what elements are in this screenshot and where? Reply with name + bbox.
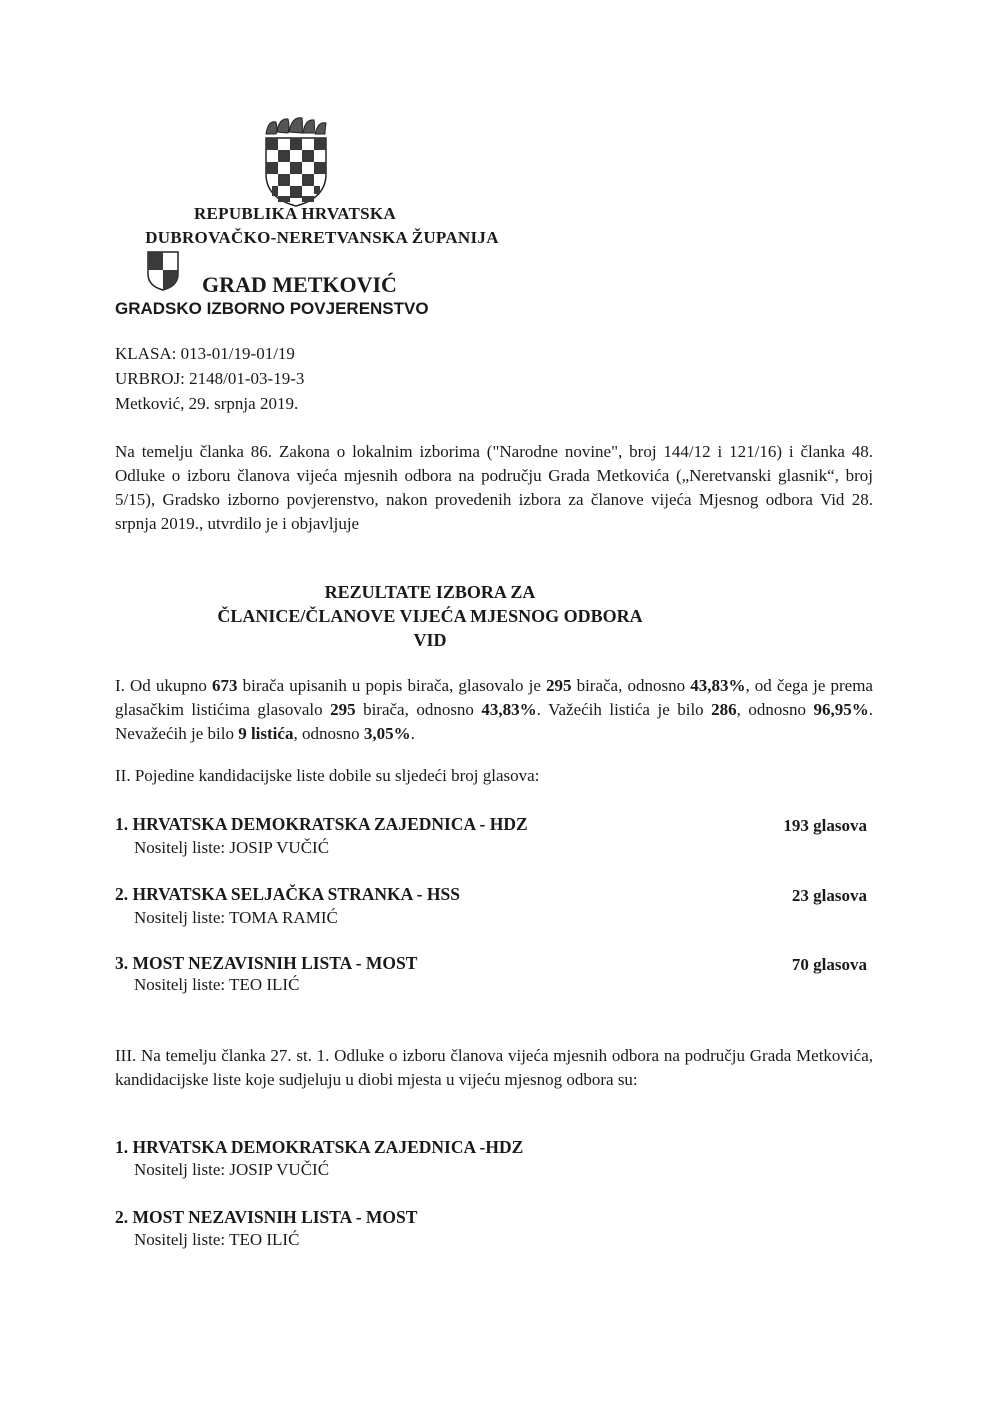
list-holder: Nositelj liste: JOSIP VUČIĆ [134, 838, 330, 857]
list-votes: 193 glasova [783, 816, 867, 835]
invalid-percent: 3,05% [363, 724, 411, 743]
section-3-intro: III. Na temelju članka 27. st. 1. Odluke o izboru članova vijeća mjesnih odbora na području Grada Metkovića, kandidacijske liste koje sudjeluju u diobi mjesta u vijeću mjesnog odbora su: [115, 1046, 873, 1089]
list-holder: Nositelj liste: TEO ILIĆ [134, 975, 300, 994]
committee-name: GRADSKO IZBORNO POVJERENSTVO [115, 299, 429, 318]
list-item: 1. HRVATSKA DEMOKRATSKA ZAJEDNICA - HDZ [115, 814, 528, 834]
invalid-count: 9 listića [238, 724, 294, 743]
title-line-1: REZULTATE IZBORA ZA [324, 582, 536, 602]
metkovic-coat-of-arms-icon [146, 250, 180, 292]
voted-count: 295 [545, 676, 572, 695]
registered-voters: 673 [212, 676, 238, 695]
place-date: Metković, 29. srpnja 2019. [115, 394, 299, 413]
list-item: 1. HRVATSKA DEMOKRATSKA ZAJEDNICA -HDZ [115, 1137, 524, 1157]
ballot-turnout-percent: 43,83% [481, 700, 537, 719]
list-votes: 23 glasova [791, 886, 867, 905]
ballot-voted-count: 295 [330, 700, 356, 719]
intro-paragraph: Na temelju članka 86. Zakona o lokalnim izborima ("Narodne novine", broj 144/12 i 121/16) i članka 48. Odluke o izboru članova vijeća mjesnih odbora na području Grada Metkovića („Neretvanski glasnik“, broj 5/15), Gradsko izborno povjerenstvo, nakon provedenih izbora za članove vijeća Mjesnog odbora Vid 28. srpnja 2019., utvrdilo je i objavljuje [115, 442, 873, 533]
republic-name: REPUBLIKA HRVATSKA [193, 204, 397, 223]
list-holder: Nositelj liste: TOMA RAMIĆ [134, 908, 338, 927]
section-2-intro: II. Pojedine kandidacijske liste dobile su sljedeći broj glasova: [115, 766, 540, 785]
list-item: 3. MOST NEZAVISNIH LISTA - MOST [115, 953, 418, 973]
list-item: 2. HRVATSKA SELJAČKA STRANKA - HSS [115, 884, 460, 904]
valid-count: 286 [711, 700, 737, 719]
croatian-coat-of-arms-icon [262, 116, 330, 208]
title-line-3: VID [413, 630, 447, 650]
county-name: DUBROVAČKO-NERETVANSKA ŽUPANIJA [145, 228, 499, 247]
klasa: KLASA: 013-01/19-01/19 [115, 344, 295, 363]
title-line-2: ČLANICE/ČLANOVE VIJEĆA MJESNOG ODBORA [217, 606, 643, 626]
city-name: GRAD METKOVIĆ [202, 272, 397, 297]
valid-percent: 96,95% [813, 700, 869, 719]
list-item: 2. MOST NEZAVISNIH LISTA - MOST [115, 1207, 418, 1227]
turnout-paragraph: I. Od ukupno 673 birača upisanih u popis birača, glasovalo je 295 birača, odnosno 43,83%, od čega je prema glasačkim listićima glasovalo 295 birača, odnosno 43,83%. Važećih listića je bilo 286, odnosno 96,95%. Nevažećih je bilo 9 listića, odnosno 3,05%. [115, 676, 873, 743]
list-holder: Nositelj liste: JOSIP VUČIĆ [134, 1160, 330, 1179]
list-votes: 70 glasova [791, 955, 867, 974]
turnout-percent: 43,83% [690, 676, 746, 695]
urbroj: URBROJ: 2148/01-03-19-3 [115, 369, 305, 388]
list-holder: Nositelj liste: TEO ILIĆ [134, 1230, 300, 1249]
